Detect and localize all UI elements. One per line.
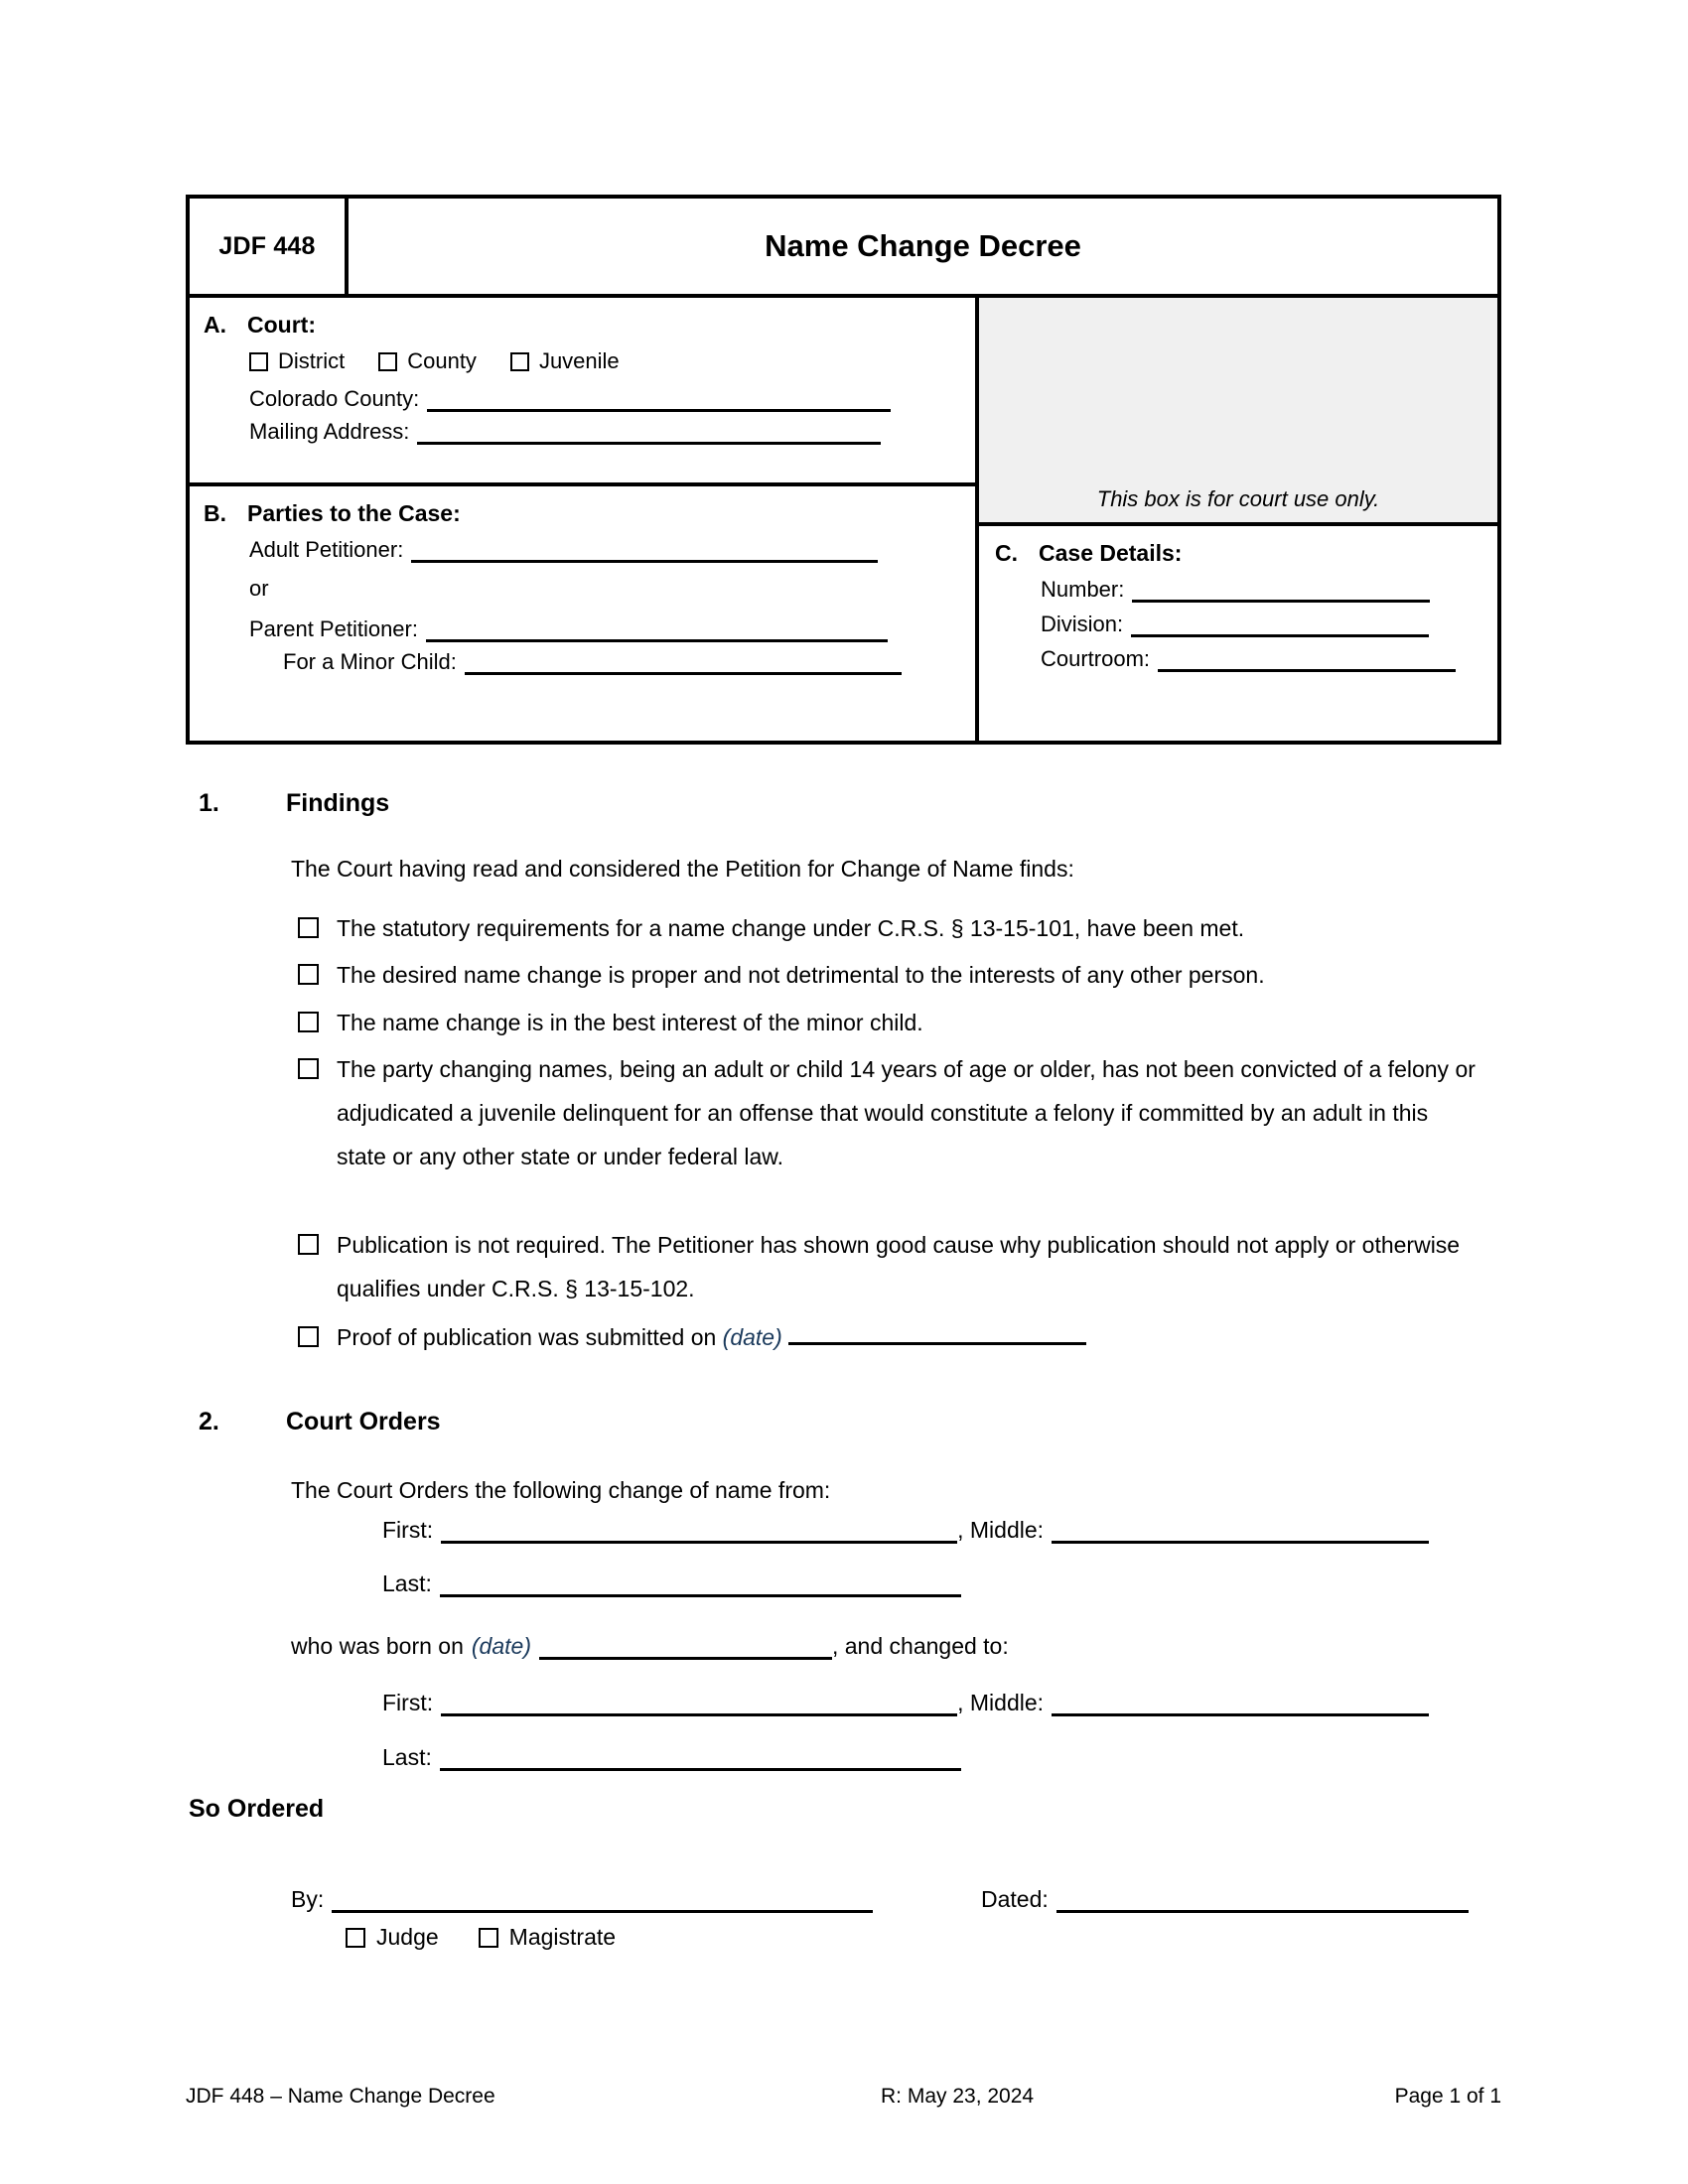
parent-petitioner-input[interactable] (426, 621, 888, 642)
checkbox-icon[interactable] (249, 352, 268, 371)
case-division-input[interactable] (1131, 616, 1429, 637)
checkbox-icon[interactable] (298, 1234, 319, 1255)
finding-item-3-text: The name change is in the best interest of the minor child. (337, 1010, 923, 1035)
footer-page-number: Page 1 of 1 (1394, 2085, 1501, 2108)
case-division-line (995, 612, 1497, 637)
checkbox-icon[interactable] (346, 1928, 365, 1948)
section-b-label: Parties to the Case: (247, 500, 461, 526)
finding-item-proof[interactable] (298, 1315, 1479, 1359)
from-middle-input[interactable] (1052, 1522, 1429, 1544)
checkbox-icon[interactable] (378, 352, 397, 371)
checkbox-magistrate[interactable] (479, 1924, 616, 1951)
checkbox-icon[interactable] (298, 1058, 319, 1079)
finding-item-publication-text: Publication is not required. The Petitioner has shown good cause why publication should not apply or otherwise qualifies under C.R.S. § 13-15-102. (337, 1232, 1461, 1301)
to-middle-label: , Middle: (957, 1690, 1045, 1715)
born-suffix: , and changed to: (831, 1633, 1009, 1659)
adult-petitioner-label: Adult Petitioner: (249, 537, 404, 562)
parent-petitioner-label: Parent Petitioner: (249, 616, 418, 641)
dated-label: Dated: (981, 1886, 1049, 1912)
footer-revision-date: R: May 23, 2024 (881, 2085, 1035, 2108)
checkbox-icon[interactable] (298, 964, 319, 985)
section-a-heading (204, 312, 975, 339)
born-date-hint: (date) (471, 1633, 531, 1659)
findings-title: Findings (286, 789, 390, 817)
checkbox-icon[interactable] (298, 1326, 319, 1347)
section-c-label: Case Details: (1039, 540, 1183, 566)
signature-dated-line (981, 1886, 1469, 1913)
case-number-label: Number: (1041, 577, 1125, 602)
finding-item-2-text: The desired name change is proper and not detrimental to the interests of any other person. (337, 962, 1265, 988)
section-b-heading (204, 500, 975, 527)
colorado-county-label: Colorado County: (249, 386, 420, 411)
court-orders-number: 2. (199, 1408, 219, 1435)
case-courtroom-label: Courtroom: (1041, 646, 1151, 671)
from-last-line (382, 1570, 961, 1597)
section-a-letter: A. (204, 312, 226, 338)
case-division-label: Division: (1041, 612, 1124, 636)
header-right-column (979, 298, 1497, 741)
checkbox-juvenile[interactable] (510, 348, 620, 374)
minor-child-line (204, 649, 975, 675)
proof-date-input[interactable] (788, 1328, 1086, 1345)
header-title-row (190, 199, 1497, 298)
form-number-cell: JDF 448 (190, 199, 349, 294)
from-first-label: First: (382, 1517, 434, 1543)
section-b-parties (190, 486, 975, 741)
footer-form-name: JDF 448 – Name Change Decree (186, 2085, 495, 2108)
checkbox-icon[interactable] (510, 352, 529, 371)
born-prefix: who was born on (291, 1633, 464, 1659)
page-footer (186, 2085, 1501, 2109)
header-body (190, 298, 1497, 741)
checkbox-magistrate-label: Magistrate (508, 1924, 617, 1950)
finding-item-4-text: The party changing names, being an adult or child 14 years of age or older, has not been convicted of a felony or adjudicated a juvenile delinquent for an offense that would constitute a felony if committed by an adult in this state or any other state or under federal law. (337, 1056, 1476, 1169)
checkbox-icon[interactable] (298, 1012, 319, 1032)
section-c-letter: C. (995, 540, 1018, 566)
checkbox-judge[interactable] (346, 1924, 439, 1951)
court-use-only-note: This box is for court use only. (1096, 486, 1380, 511)
from-first-middle-line (382, 1517, 1429, 1544)
signature-by-line (291, 1886, 873, 1913)
finding-item-3[interactable] (298, 1001, 1489, 1044)
checkbox-county-label: County (407, 348, 477, 373)
finding-item-1[interactable] (298, 906, 1489, 950)
proof-prefix: Proof of publication was submitted on (337, 1324, 717, 1350)
form-header-table (186, 195, 1501, 745)
to-last-line (382, 1744, 961, 1771)
checkbox-judge-label: Judge (376, 1924, 439, 1950)
born-date-input[interactable] (539, 1638, 832, 1660)
born-on-line (291, 1633, 1009, 1660)
minor-child-label: For a Minor Child: (283, 649, 457, 674)
checkbox-county[interactable] (378, 348, 477, 374)
colorado-county-input[interactable] (427, 391, 891, 412)
court-orders-heading (199, 1408, 441, 1436)
to-first-middle-line (382, 1690, 1429, 1716)
signer-type-row (346, 1924, 655, 1951)
case-number-line (995, 577, 1497, 603)
to-middle-input[interactable] (1052, 1695, 1429, 1716)
header-left-column (190, 298, 979, 741)
checkbox-juvenile-label: Juvenile (538, 348, 620, 373)
proof-date-hint: (date) (722, 1324, 782, 1350)
court-use-only-box (979, 298, 1497, 526)
to-last-input[interactable] (440, 1749, 961, 1771)
to-first-label: First: (382, 1690, 434, 1715)
findings-number: 1. (199, 789, 219, 817)
court-orders-title: Court Orders (286, 1408, 441, 1435)
form-title: Name Change Decree (765, 228, 1081, 263)
adult-petitioner-input[interactable] (411, 542, 878, 563)
finding-item-2[interactable] (298, 953, 1489, 997)
by-label: By: (291, 1886, 325, 1912)
case-courtroom-line (995, 646, 1497, 672)
findings-intro: The Court having read and considered the Petition for Change of Name finds: (291, 856, 1074, 882)
from-last-label: Last: (382, 1570, 432, 1596)
checkbox-icon[interactable] (298, 917, 319, 938)
minor-child-input[interactable] (465, 654, 902, 675)
checkbox-icon[interactable] (479, 1928, 498, 1948)
by-signature-input[interactable] (332, 1891, 873, 1913)
mailing-address-label: Mailing Address: (249, 419, 410, 444)
court-orders-intro: The Court Orders the following change of name from: (291, 1477, 831, 1503)
parent-petitioner-line (204, 616, 975, 642)
section-a-label: Court: (247, 312, 316, 338)
findings-heading (199, 789, 389, 818)
case-courtroom-input[interactable] (1158, 651, 1456, 672)
checkbox-district[interactable] (249, 348, 345, 374)
from-first-input[interactable] (441, 1522, 957, 1544)
section-c-heading (995, 540, 1497, 567)
so-ordered-heading: So Ordered (189, 1795, 325, 1823)
mailing-address-line (204, 419, 975, 445)
finding-item-1-text: The statutory requirements for a name change under C.R.S. § 13-15-101, have been met. (337, 915, 1245, 941)
checkbox-district-label: District (278, 348, 346, 373)
adult-petitioner-line (204, 537, 975, 563)
court-type-checkbox-row (204, 348, 975, 374)
finding-item-proof-text (337, 1315, 1088, 1359)
colorado-county-line (204, 386, 975, 412)
or-separator: or (249, 576, 269, 601)
section-a-court (190, 298, 975, 486)
to-first-input[interactable] (441, 1695, 957, 1716)
mailing-address-input[interactable] (417, 424, 881, 445)
section-b-letter: B. (204, 500, 226, 526)
section-c-case-details (979, 526, 1497, 741)
dated-input[interactable] (1056, 1891, 1469, 1913)
finding-item-4[interactable] (298, 1047, 1479, 1178)
to-last-label: Last: (382, 1744, 432, 1770)
from-middle-label: , Middle: (957, 1517, 1045, 1543)
finding-item-publication[interactable] (298, 1223, 1479, 1310)
case-number-input[interactable] (1132, 582, 1430, 603)
from-last-input[interactable] (440, 1575, 961, 1597)
